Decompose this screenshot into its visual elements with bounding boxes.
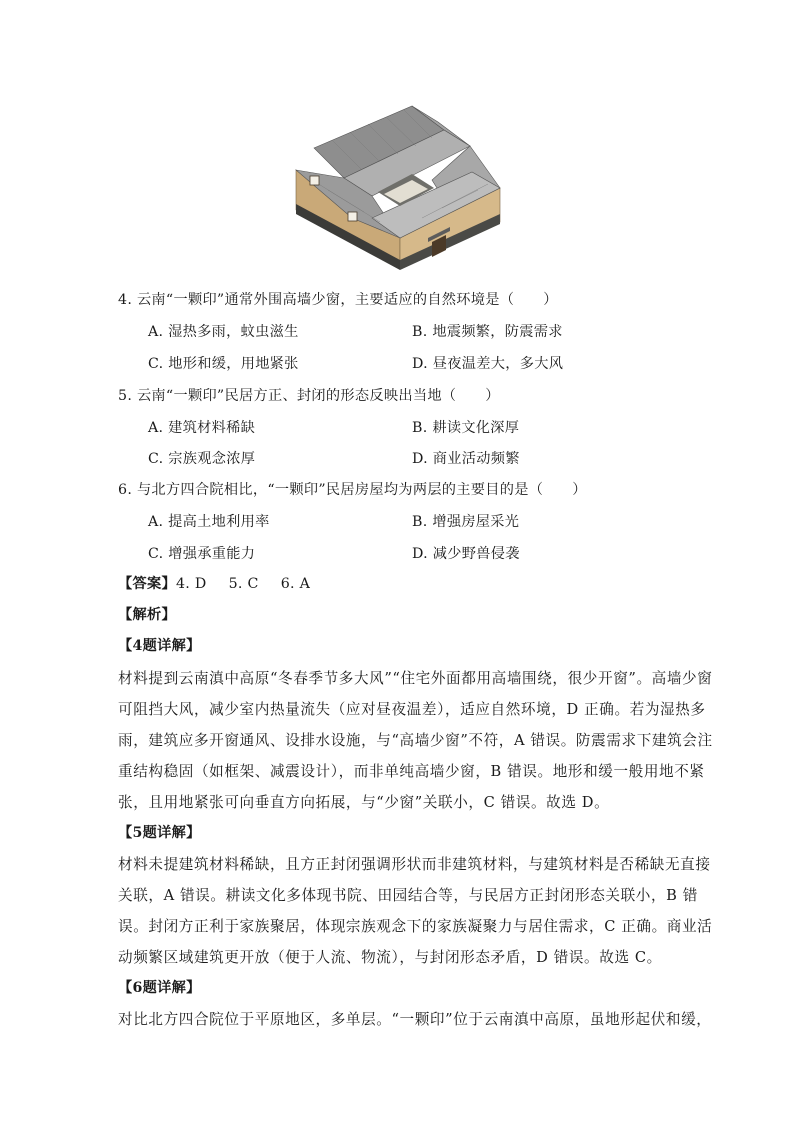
- analysis-heading: 【解析】: [118, 607, 176, 623]
- question-5-option-d: D. 商业活动频繁: [412, 451, 520, 467]
- answer-label: 【答案】: [118, 576, 176, 592]
- answer-line: [118, 573, 310, 593]
- courtyard-house-illustration: [292, 100, 504, 275]
- question-6-option-a: A. 提高土地利用率: [148, 514, 270, 530]
- question-5-option-c: C. 宗族观念浓厚: [148, 451, 256, 467]
- detail-5-line: 误。封闭方正利于家族聚居，体现宗族观念下的家族凝聚力与居住需求，C 正确。商业活: [118, 918, 713, 935]
- detail-5-heading: 【5题详解】: [118, 825, 201, 841]
- question-4-option-c: C. 地形和缓，用地紧张: [148, 356, 299, 372]
- detail-4-line: 材料提到云南滇中高原“冬春季节多大风”“住宅外面都用高墙围绕，很少开窗”。高墙少窗: [118, 670, 713, 687]
- question-6-option-c: C. 增强承重能力: [148, 546, 256, 562]
- question-5-stem: 5. 云南“一颗印”民居方正、封闭的形态反映出当地（ ）: [118, 388, 500, 404]
- question-6-option-d: D. 减少野兽侵袭: [412, 546, 520, 562]
- answer-item-4: 4. D: [175, 576, 207, 592]
- detail-6-line: 对比北方四合院位于平原地区，多单层。“一颗印”位于云南滇中高原，虽地形起伏和缓，: [118, 1011, 712, 1028]
- question-5-option-b: B. 耕读文化深厚: [412, 420, 520, 436]
- question-6-option-b: B. 增强房屋采光: [412, 514, 520, 530]
- detail-6-heading: 【6题详解】: [118, 980, 201, 996]
- question-4-option-b: B. 地震频繁，防震需求: [412, 324, 563, 340]
- detail-4-heading: 【4题详解】: [118, 638, 201, 654]
- detail-4-line: 雨，建筑应多开窗通风、设排水设施，与“高墙少窗”不符，A 错误。防震需求下建筑会注: [118, 732, 713, 749]
- detail-4-line: 可阻挡大风，减少室内热量流失（应对昼夜温差），适应自然环境，D 正确。若为湿热多: [118, 701, 706, 718]
- answer-item-5: 5. C: [228, 576, 259, 592]
- answer-item-6: 6. A: [280, 576, 311, 592]
- detail-5-line: 材料未提建筑材料稀缺，且方正封闭强调形状而非建筑材料，与建筑材料是否稀缺无直接: [118, 856, 711, 873]
- detail-5-line: 动频繁区域建筑更开放（便于人流、物流），与封闭形态矛盾，D 错误。故选 C。: [118, 949, 662, 966]
- question-6-stem: 6. 与北方四合院相比，“一颗印”民居房屋均为两层的主要目的是（ ）: [118, 482, 587, 498]
- detail-4-line: 张，且用地紧张可向垂直方向拓展，与“少窗”关联小，C 错误。故选 D。: [118, 794, 610, 811]
- detail-4-line: 重结构稳固（如框架、减震设计），而非单纯高墙少窗，B 错误。地形和缓一般用地不紧: [118, 763, 705, 780]
- question-4-option-d: D. 昼夜温差大，多大风: [412, 356, 564, 372]
- question-4-stem: 4. 云南“一颗印”通常外围高墙少窗，主要适应的自然环境是（ ）: [118, 292, 558, 308]
- detail-5-line: 关联，A 错误。耕读文化多体现书院、田园结合等，与民居方正封闭形态关联小，B 错: [118, 887, 698, 904]
- question-5-option-a: A. 建筑材料稀缺: [148, 420, 256, 436]
- question-4-option-a: A. 湿热多雨，蚊虫滋生: [148, 324, 299, 340]
